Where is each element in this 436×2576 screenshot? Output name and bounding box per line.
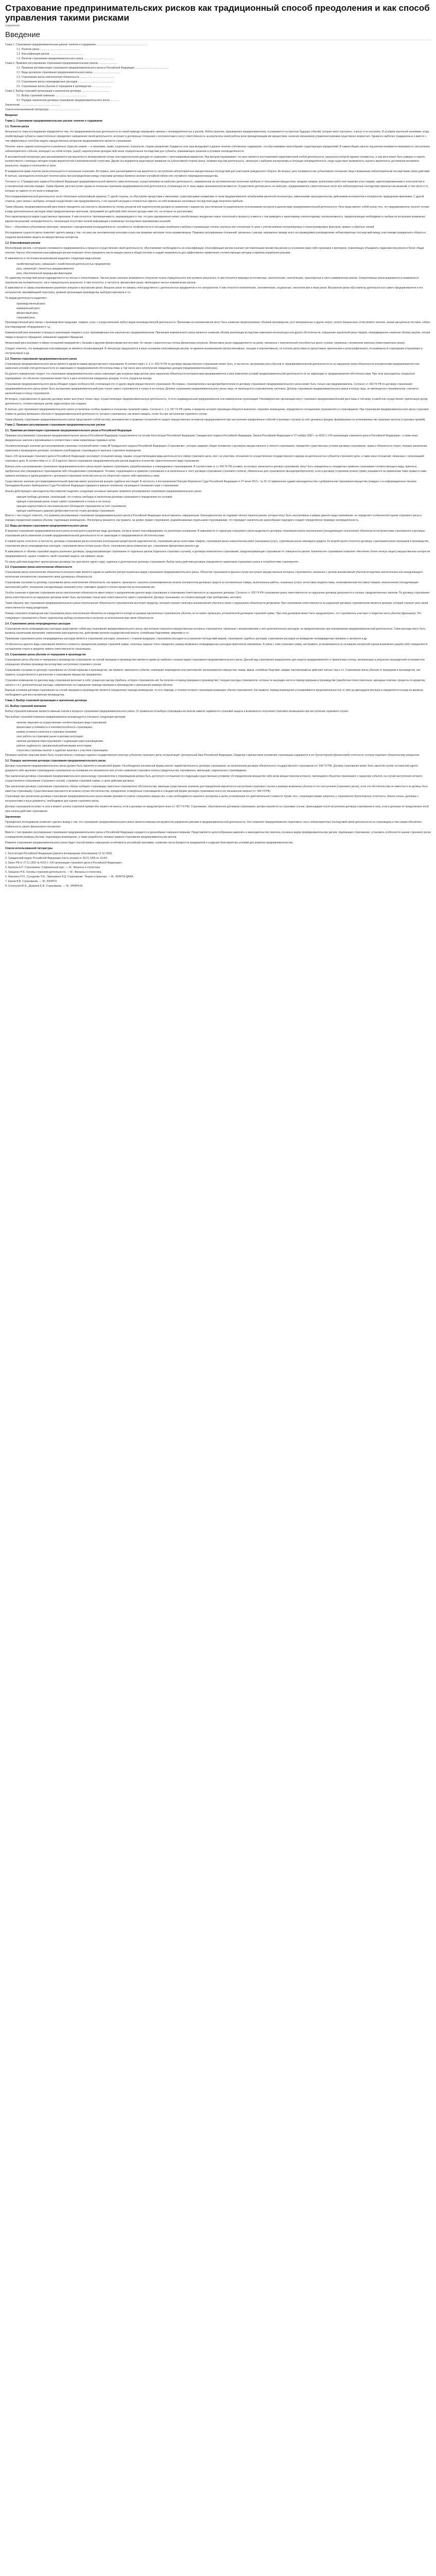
section-heading: Список использованной литературы (5, 846, 53, 850)
paragraph: По сроку действия выделяют краткосрочные договоры (на срок менее одного года), годичные и долгосрочные договоры страхования. Выбор срока действия договора определяется характером страхуемого риска и потребностями страхователя. (5, 560, 299, 564)
paragraph: Особое значение в практике страхования риска неисполнения обязательств имеет вопрос о разграничении данного вида страхования и страхования ответственности за нарушение договора. Согласно ст. 932 ГК РФ страхование риска ответственности за нарушение договора допускается в случаях, предусмотренных законом. По договору страхования риска ответственности за нарушение договора может быть застрахован только риск ответственности самого страхователя. Договор страхования, не соответствующий этим требованиям, ничтожен. (5, 591, 430, 599)
paragraph: Страхование предпринимательского риска обладает рядом особенностей, отличающих его от других видов имущественного страхования. Во-первых, страхователем и выгодоприобретателем по договору страхования предпринимательского риска может быть только сам предприниматель. Согласно ст. 933 ГК РФ по договору страхования предпринимательского риска может быть застрахован предпринимательский риск только самого страхователя и только в его пользу. Договор страхования предпринимательского риска лица, не являющегося страхователем, ничтожен. Договор страхования предпринимательского риска в пользу лица, не являющегося страхователем, считается заключённым в пользу страхователя. (5, 383, 419, 395)
paragraph: Страхование риска убытков от перерывов в производстве (страхование на случай перерыва в производстве) является одним из наиболее сложных видов страхования предпринимательского риска. Данный вид страхования предназначен для защиты предпринимателя от финансовых потерь, возникающих в результате вынужденной остановки или сокращения объёмов производства вследствие наступления страхового случая. (5, 658, 425, 666)
text-line: страховой риск. (16, 316, 36, 320)
paragraph: Закон «Об организации страхового дела в Российской Федерации» регулирует отношения между лицами, осуществляющими виды деятельности в сфере страхового дела, или с их участием, отношения по осуществлению государственного надзора за деятельностью субъектов страхового дела, а также иные отношения, связанные с организацией страхового дела. В соответствии со ст. 32.9 данного Закона страхование предпринимательских рисков выделено в качестве самостоятельного вида страхования. (5, 455, 425, 463)
text-line: коммерческий риск; (16, 307, 41, 311)
paragraph: Из данного определения следует, что страхование предпринимательского риска охватывает два основных вида рисков: риск нарушения обязательств контрагентами предпринимателя и риск изменения условий предпринимательской деятельности по не зависящим от предпринимателя обстоятельствам. При этом законодатель специально подчёркивает, что объектом страхования может быть и риск неполучения ожидаемых доходов, то есть упущенная выгода. (5, 372, 415, 381)
text-line: Глава 1. Страхование предпринимательских рисков: понятие и содержание........................................................................ (5, 43, 148, 46)
text-line: 8. Сплетухов Ю.А., Дюжиков Е.Ф. Страхование. — М.: ИНФРА-М. (5, 884, 83, 888)
paragraph: Страховыми случаями по договору страхования на случай перерыва в производстве, как правило, признаются события, повлекшие повреждение или уничтожение застрахованного имущества: пожар, взрыв, стихийные бедствия, аварии, противоправные действия третьих лиц и т.п. Страхование риска убытков от перерывов в производстве, как правило, осуществляется в дополнение к страхованию имущества предприятия. (5, 668, 421, 676)
paragraph: Таким образом, при страховании предпринимательского риска неисполнения обязательств страхователем выступает кредитор, который страхует свой риск возникновения убытков в связи с нарушением обязательств должником. При страховании ответственности за нарушение договора страхователем является должник, который страхует риск своей ответственности перед кредитором. (5, 601, 428, 609)
text-line: 2.4. Страхование риска непредвиденных расходов ................................................... (16, 80, 115, 83)
text-line: риск, обусловленный природными факторами. (16, 272, 73, 275)
paragraph: В практике страхования предпринимательского риска используются различные виды договоров, которые можно классифицировать по различным основаниям. В зависимости от характера страхуемого риска выделяются договоры страхования риска неисполнения (ненадлежащего исполнения) обязательств контрагентами страхователя и договоры страхования риска изменения условий предпринимательской деятельности по не зависящим от предпринимателя обстоятельствам. (5, 530, 425, 537)
paragraph: В-третьих, для страхования предпринимательского риска установлены особые правила в отношении страховой суммы. Согласно п. 1 ст. 947 ГК РФ сумма, в пределах которой страховщик обязуется выплатить страховое возмещение, определяется соглашением страхователя со страховщиком. При страховании предпринимательского риска страховая сумма не должна превышать убытков от предпринимательской деятельности, которые страхователь, как можно ожидать, понёс бы при наступлении страхового случая. (5, 408, 429, 416)
paragraph: В зависимости от сферы возникновения различают внешние и внутренние риски. Внешние риски не связаны непосредственно с деятельностью предприятия и его контрагентов. К ним относятся политические, экономические, социальные, экологические и иные риски. Внутренние риски обусловлены деятельностью самого предпринимателя и его контрагентов: квалификацией персонала, уровнем организации производства, выбором партнёров и т.п. (5, 286, 423, 295)
paragraph: Важным условием договора страхования на случай перерыва в производстве является определение периода возмещения, то есть периода, в течение которого страховщик возмещает убытки страхователя. Как правило, период возмещения устанавливается продолжительностью от трёх до двенадцати месяцев и определяется исходя из времени, необходимого для восстановления производства. (5, 689, 424, 697)
text-line: принцип страхования риска только самого страхователя и только в его пользу; (16, 500, 111, 504)
text-line: финансовая устойчивость и платёжеспособность страховщика; (16, 726, 93, 730)
paragraph: Особенностью данного вида страхования является сложность определения размера страховой суммы, поскольку заранее точно определить размер возможных непредвиденных расходов практически невозможно. В связи с этим страховая сумма, как правило, устанавливается на основании экспертной оценки возможного ущерба либо определяется соглашением сторон в пределах лимита ответственности страховщика. (5, 643, 428, 651)
paragraph: Существенное значение для правоприменительной практики имеют разъяснения высших судебных инстанций. В частности, в постановлении Пленума Верховного Суда Российской Федерации от 27 июня 2013 г. № 20 «О применении судами законодательства о добровольном страховании имущества граждан» и в информационных письмах Президиума Высшего Арбитражного Суда Российской Федерации содержатся важные положения, касающиеся толкования норм о страховании. (5, 480, 417, 488)
text-line: Заключение ........................................................ (5, 104, 61, 107)
paragraph: Многообразие рисков, с которыми сталкивается предприниматель в процессе осуществления своей деятельности, обусловливает необходимость их классификации. Классификация рисков означает систематизацию множества рисков на основании каких-либо признаков и критериев, позволяющих объединить подмножества рисков в более общие понятия. Научно обоснованная классификация рисков позволяет чётко определить место каждого риска в общей системе и создаёт возможности для эффективного применения соответствующих методов и приёмов управления рисками. (5, 246, 425, 255)
paragraph: Размер страхового возмещения при страховании риска неисполнения обязательств определяется исходя из размера причинённых страхователю убытков, но не может превышать установленной договором страховой суммы. При этом договором может быть предусмотрено, что страхователь участвует в покрытии части убытков (франшиза). Это стимулирует страхователя к более тщательному выбору контрагентов и контролю за исполнением ими своих обязательств. (5, 612, 422, 620)
text-line: 1.1. Понятие риска ........................................................ (16, 48, 80, 51)
section-heading: 3.1. Выбор страховой компании (5, 705, 46, 708)
paragraph: Страхование риска непредвиденных расходов представляет собой вид страхования предпринимательского риска, при котором страхуются имущественные интересы страхователя, связанные с возникновением у него дополнительных расходов, не предусмотренных при планировании предпринимательской деятельности. Такие расходы могут быть вызваны различными причинами: изменением законодательства, действиями органов государственной власти, стихийными бедствиями, авариями и т.п. (5, 627, 426, 635)
paragraph: Проведённое исследование позволяет сделать вывод о том, что страхование предпринимательского риска является важным инструментом управления рисками в предпринимательской деятельности. Оно позволяет предпринимателю переложить часть неблагоприятных последствий своей деятельности на страховщика и тем самым обеспечить стабильность своего финансового положения. (5, 821, 422, 828)
section-heading: 2.2. Виды договоров страхования предпринимательского риска (5, 524, 88, 528)
text-line: наличие договоров перестрахования с надёжными перестраховщиками; (16, 740, 103, 743)
text-line: финансовый риск; (16, 312, 39, 315)
text-line: опыт работы на страховом рынке и деловая репутация; (16, 735, 83, 739)
text-line: 3. Закон РФ от 27.11.1992 № 4015-1 «Об организации страхового дела в Российской Федерации». (5, 861, 123, 865)
section-heading: Введение (5, 114, 18, 117)
text-line: производственный риск; (16, 302, 46, 306)
text-line: размер уставного капитала и страховых резервов; (16, 731, 77, 734)
section-heading: Глава 3. Выбор страховой организации и заключение договора (5, 699, 87, 703)
paragraph: Финансовый риск возникает в сфере отношений предприятия с банками и другими финансовыми институтами. Он связан с вероятностью потерь финансовых ресурсов. Финансовые риски подразделяются на риски, связанные с покупательной способностью денег, и риски, связанные с вложением капитала (инвестиционные риски). (5, 341, 406, 345)
paragraph: Вместе с тем следует отметить, что правовое регулирование страхования предпринимательского риска в Российской Федерации нельзя признать совершенным. Законодательство не содержит чёткого перечня рисков, которые могут быть застрахованы в рамках данного вида страхования, не определяет особенностей оценки страхового риска и порядка определения размера убытков, подлежащих возмещению. Эти вопросы решаются, как правило, на уровне правил страхования, разрабатываемых отдельными страховщиками, что порождает значительное разнообразие подходов и создаёт определённую правовую неопределённость. (5, 514, 422, 522)
paragraph: По видам деятельности выделяют: (5, 297, 47, 300)
text-line: 2.3. Страхование риска неисполнения обязательств ................................................ (16, 76, 114, 79)
intro-heading: Введение (5, 30, 40, 39)
text-line: статистика страховых выплат и судебная практика с участием страховщика. (16, 749, 109, 753)
paragraph: Коммерческий риск возникает в процессе реализации товаров и услуг, произведённых или закупленных предпринимателем. Причинами коммерческого риска являются снижение объёма реализации вследствие изменения конъюнктуры или других обстоятельств, повышение закупочной цены товаров, непредвиденное снижение объёма закупок, потери товара в процессе обращения, повышение издержек обращения. (5, 331, 430, 339)
text-line: наличие лицензии на осуществление соответствующего вида страхования; (16, 721, 107, 725)
document-body (5, 43, 431, 889)
paragraph: В зависимости от источника возникновения выделяют следующие виды рисков: (5, 257, 101, 260)
paragraph: Договор страхования предпринимательского риска должен быть заключён в письменной форме. Несоблюдение письменной формы влечёт недействительность договора страхования, за исключением договора обязательного государственного страхования (ст. 940 ГК РФ). Договор страхования может быть заключён путём составления одного документа либо вручения страховщиком страхователю на основании его письменного или устного заявления страхового полиса (свидетельства, сертификата, квитанции), подписанного страховщиком. (5, 765, 418, 772)
paragraph: Согласно ст. 2 Гражданского кодекса Российской Федерации предпринимательской является самостоятельная, осуществляемая на свой риск деятельность, направленная на систематическое получение прибыли от пользования имуществом, продажи товаров, выполнения работ или оказания услуг лицами, зарегистрированными в этом качестве в установленном законом порядке. Таким образом, риск выступает одним из легальных признаков предпринимательской деятельности, отличающих её от иных видов экономической активности. Осуществляя деятельность на свой риск, предприниматель самостоятельно несёт все неблагоприятные последствия принятых им решений, в том числе и те, которые не зависят от его воли и поведения. (5, 180, 429, 193)
paragraph: Страхование предпринимательского риска является одним из видов имущественного страхования. В соответствии с п. 2 ст. 929 ГК РФ по договору имущественного страхования может быть, в частности, застрахован риск убытков от предпринимательской деятельности из-за нарушения своих обязательств контрагентами предпринимателя или изменения условий этой деятельности по не зависящим от предпринимателя обстоятельствам, в том числе риск неполучения ожидаемых доходов (предпринимательский риск). (5, 362, 420, 370)
text-line: риск, связанный с личностью предпринимателя; (16, 267, 75, 270)
text-line: 4. Архипов А.П. Страхование. Современный курс. — М.: Финансы и статистика. (5, 866, 101, 869)
section-heading: Глава 1. Страхование предпринимательских рисков: понятие и содержание (5, 120, 103, 123)
section-heading: 2.1. Правовая регламентация страхования предпринимательского риска в Российской Федерации (5, 429, 132, 433)
paragraph: Договор страхования вступает в силу в момент уплаты страховой премии или первого её взноса, если в договоре не предусмотрено иное (ст. 957 ГК РФ). Страхование, обусловленное договором страхования, распространяется на страховые случаи, происшедшие после вступления договора страхования в силу, если в договоре не предусмотрен иной срок начала действия страхования. (5, 805, 429, 814)
paragraph: Важную роль в регулировании страхования предпринимательского риска играют правила страхования, разрабатываемые и утверждаемые страховщиками. В соответствии со ст. 943 ГК РФ условия, на которых заключается договор страхования, могут быть определены в стандартных правилах страхования соответствующего вида, принятых, одобренных или утверждённых страховщиком либо объединением страховщиков. Условия, содержащиеся в правилах страхования и не включённые в текст договора страхования (страхового полиса), обязательны для страхователя (выгодоприобретателя), если в договоре (страховом полисе) прямо указывается на применение таких правил и сами правила изложены в одном документе с договором (страховым полисом) или на его оборотной стороне либо приложены к нему. (5, 465, 427, 478)
text-line: Глава 3. Выбор страховой организации и заключение договора ....................................... (5, 90, 110, 93)
paragraph: При выборе страховой компании предпринимателю рекомендуется учитывать следующие критерии: (5, 716, 126, 719)
section-heading: 1.3. Понятие страхования предпринимательского риска (5, 357, 77, 361)
paragraph: Развитие страхования предпринимательского риска будет способствовать повышению устойчивости российской экономики, снижению числа банкротств предприятий и созданию благоприятных условий для развития предпринимательства. (5, 841, 293, 844)
text-line: 3.2. Порядок заключения договора страхования предпринимательского риска ............. (16, 99, 120, 102)
paragraph: Актуальность темы исследования определяется тем, что предпринимательская деятельность по своей природе неразрывно связана с неопределённостью и риском. Любое решение, принимаемое предпринимателем, основывается на прогнозе будущих событий, которые могут наступить, а могут и не наступить. В условиях рыночной экономики, когда хозяйствующие субъекты самостоятельно определяют направления своей деятельности, вступают в договорные отношения с контрагентами и несут ответственность за результаты своей работы всем принадлежащим им имуществом, значение механизмов управления рисками существенно возрастает. Одним из наиболее традиционных и вместе с тем эффективных способов защиты имущественных интересов предпринимателя является страхование. (5, 130, 429, 143)
paragraph: Правовое регулирование страхования предпринимательского риска в Российской Федерации осуществляется на основе Конституции Российской Федерации, Гражданского кодекса Российской Федерации, Закона Российской Федерации от 27 ноября 1992 г. № 4015-1 «Об организации страхового дела в Российской Федерации», а также иных федеральных законов и принимаемых в соответствии с ними нормативных правовых актов. (5, 434, 418, 443)
text-line: принцип наибольшего доверия (добросовестности) сторон договора страхования. (16, 510, 115, 513)
section-heading: 3.2. Порядок заключения договора страхования предпринимательского риска (5, 759, 106, 762)
paragraph: При заключении договора страхования страхователь обязан сообщить страховщику известные страхователю обстоятельства, имеющие существенное значение для определения вероятности наступления страхового случая и размера возможных убытков от его наступления (страхового риска), если эти обстоятельства не известны и не должны быть известны страховщику. Существенными признаются во всяком случае обстоятельства, определённо оговорённые страховщиком в стандартной форме договора страхования или в его письменном запросе (ст. 944 ГК РФ). (5, 785, 428, 793)
paragraph: В зависимости от объёма страховой защиты различают договоры, предусматривающие страхование от отдельных рисков (отдельных страховых случаев), и договоры комплексного страхования, предусматривающие страхование от совокупности рисков. Комплексное страхование позволяет обеспечить более полную защиту имущественных интересов предпринимателя, однако стоимость такой страховой защиты, как правило, выше. (5, 550, 430, 558)
section-heading: 1.2. Классификация рисков (5, 241, 41, 245)
section-heading: Глава 2. Правовое регулирование страхования предпринимательских рисков (5, 423, 106, 427)
paragraph: Риск предпринимательской деятельности носит объективно-субъективный характер. С одной стороны, он обусловлен процессами и явлениями, существующими независимо от воли предпринимателя: колебаниями рыночной конъюнктуры, изменениями законодательства, действиями контрагентов и конкурентов, природными явлениями. С другой стороны, риск связан с выбором, который осуществляет сам предприниматель, с его оценкой ситуации и готовностью принять на себя возможные негативные последствия ради получения прибыли. (5, 195, 424, 203)
paragraph: Основополагающее значение для регулирования страховых отношений имеет глава 48 Гражданского кодекса Российской Федерации «Страхование», которая содержит общие положения о договорах имущественного и личного страхования, определяет существенные условия договора страхования, права и обязанности сторон, порядок заключения, изменения и прекращения договора, основания освобождения страховщика от выплаты страхового возмещения. (5, 445, 428, 453)
section-heading: 2.5. Страхование риска убытков от перерывов в производстве (5, 653, 86, 657)
paragraph: При заключении договора страхования предпринимательского риска между страхователем и страховщиком должно быть достигнуто соглашение по следующим существенным условиям: об определённом имуществе либо ином имущественном интересе, являющемся объектом страхования; о характере события, на случай наступления которого осуществляется страхование (страхового случая); о размере страховой суммы; о сроке действия договора. (5, 774, 423, 783)
paragraph: К первой группе относятся, в частности, договоры страхования риска неплатежа (непогашения кредиторской задолженности), страхования риска непоставки товаров, страхования риска невыполнения работ (неоказания услуг), страхования риска невозврата кредита. Ко второй группе относятся договоры страхования риска перерывов в производстве, страхования риска непредвиденных расходов, страхования риска потери рынка сбыта, страхования риска изменения цен, страхования финансовых рисков и др. (5, 539, 429, 548)
paragraph: Следует отметить, что приведённая классификация не является исчерпывающей. В литературе предлагаются и иные основания классификации рисков: по времени возникновения (ретроспективные, текущие и перспективные), по степени допустимости (допустимые, критические и катастрофические), по возможности страхования (страхуемые и нестрахуемые) и др. (5, 347, 423, 355)
text-line: 2.2. Виды договоров страхования предпринимательского риска ...................................... (16, 71, 120, 74)
text-line: 6. Никулина Н.Н., Суходоева Л.Ф., Эриашвили Н.Д. Страхование. Теория и практика. — М.: ЮНИТИ-ДАНА. (5, 875, 134, 878)
text-line: 2.5. Страхование риска убытков от перерывов в производстве ........................... (16, 85, 112, 88)
document-page (0, 0, 436, 889)
paragraph: Страховое возмещение по данному виду страхования включает в себя: упущенную выгоду (прибыль, которую страхователь мог бы получить в период перерыва в производстве); текущие расходы страхователя, которые он вынужден нести в период перерыва в производстве (заработная плата персонала, арендные платежи, проценты по кредитам, налоги и т.п.); дополнительные расходы, направленные на сокращение периода перерыва в производстве и уменьшение размера убытков. (5, 679, 426, 687)
paragraph: Страхование риска неисполнения обязательств контрагентами является одним из наиболее распространённых видов страхования предпринимательского риска. Объектом страхования в данном случае выступают имущественные интересы страхователя, связанные с риском возникновения убытков вследствие неисполнения или ненадлежащего исполнения контрагентом страхователя своих договорных обязательств. (5, 571, 423, 579)
paragraph: Вместе с тем правовое регулирование страхования предпринимательского риска в Российской Федерации нуждается в дальнейшем совершенствовании. Представляется целесообразным закрепить в законодательстве перечень основных видов предпринимательских рисков, подлежащих страхованию, установить особенности оценки страхового риска и определения размера убытков, подлежащих возмещению, а также разработать типовые правила страхования предпринимательских рисков. (5, 831, 431, 839)
text-line: 3.1. Выбор страховой компании ............................................ (16, 94, 87, 97)
paragraph: Анализ действующего законодательства позволяет выделить следующие основные принципы правового регулирования страхования предпринимательского риска: (5, 490, 202, 494)
paragraph: Производственный риск связан с производством продукции, товаров, услуг, с осуществлением любых видов производственной деятельности. Причинами его возникновения могут быть снижение предполагаемых объёмов производства, рост материальных и других затрат, уплата повышенных отчислений и налогов, низкая дисциплина поставок, гибель или повреждение оборудования и т.д. (5, 321, 430, 329)
paragraph: По характеру последствий риски подразделяются на чистые и спекулятивные. Чистые риски означают возможность получения только отрицательного или нулевого результата. К ним относятся природно-естественные, экологические, политические, транспортные и часть коммерческих рисков. Спекулятивные риски выражаются в возможности получения как положительного, так и отрицательного результата. К ним относятся, в частности, финансовые риски, являющиеся частью коммерческих рисков. (5, 276, 419, 284)
paragraph: В экономической литературе риск рассматривается как вероятность возникновения потерь или недополучения доходов по сравнению с прогнозируемым вариантом. Ряд авторов подчёркивает, что риск является неотъемлемой характеристикой любой деятельности, результаты которой заранее неизвестны, а сам риск может быть измерен и оценён количественно с помощью методов теории вероятностей и математической статистики. Другие исследователи акцентируют внимание на субъективной стороне риска, понимая под ним деятельность, связанную с выбором альтернативы в ситуации неопределённости, когда существует возможность оценить вероятность достижения желаемого результата, неудачи и отклонения от цели. (5, 155, 425, 168)
text-line: Глава 2. Правовое регулирование страхования предпринимательских рисков ........................... (5, 62, 118, 65)
paragraph: Понятие «риск» широко используется в различных отраслях знания — в экономике, праве, социологии, психологии, теории управления. Каждая из этих наук вкладывает в данное понятие собственное содержание, что обусловливает многообразие существующих определений. В самом общем смысле под риском понимается возможность наступления неблагоприятного события, влекущего за собой потери, ущерб, недополучение доходов либо иные отрицательные последствия для субъекта, принимающего решение в условиях неопределённости. (5, 145, 430, 153)
paragraph: Риск характеризуется рядом существенных признаков. К ним относятся: противоречивость, выражающаяся в том, что риск одновременно может способствовать внедрению новых технологий и прогрессу и вместе с тем приводить к авантюризму и волюнтаризму; альтернативность, предполагающая необходимость выбора из нескольких возможных вариантов решений; неопределённость, означающая отсутствие полной информации о возможных последствиях принимаемых решений. (5, 215, 425, 224)
text-line: принцип недопустимости неосновательного обогащения страхователя за счёт страхования; (16, 505, 127, 509)
paragraph: Риск — объективно-субъективная категория, связанная с преодолением неопределённости, случайности, конфликтности в ситуации неизбежного выбора и отражающая степень неуспеха или отклонения от цели с учётом влияния контролируемых и неконтролируемых факторов, прямых и обратных связей. (5, 226, 375, 229)
section-heading: 2.3. Страхование риска неисполнения обязательств (5, 566, 72, 569)
paragraph: Страховщик при заключении договора страхования предпринимательского риска вправе произвести осмотр страхуемого имущества, а при необходимости назначить экспертизу в целях установления его действительной стоимости. Кроме того, страховщик вправе запросить у страхователя бухгалтерскую отчётность, бизнес-планы, договоры с контрагентами и иные документы, необходимые для оценки страхового риска. (5, 795, 419, 803)
section-heading: 1.1. Понятие риска (5, 125, 29, 128)
paragraph: Во-вторых, страхователем по данному договору может выступать только лицо, осуществляющее предпринимательскую деятельность, то есть индивидуальный предприниматель или коммерческая организация. Некоммерческие организации могут страховать предпринимательский риск лишь в той мере, в какой они осуществляют приносящую доход деятельность, соответствующую целям, ради которых они созданы. (5, 397, 428, 405)
paragraph: В гражданском праве понятие риска используется в нескольких значениях. Во-первых, риск рассматривается как вероятность наступления неблагоприятных имущественных последствий для участников гражданского оборота. Во-вторых, риск понимается как субъективное отношение лица к возможным неблагоприятным последствиям своих действий. В-третьих, законодатель использует понятие риска при распределении между сторонами договора бремени несения случайной гибели или случайного повреждения имущества. (5, 170, 430, 178)
paragraph: Страховыми случаями по договору страхования риска неисполнения обязательств, как правило, признаются: неуплата (несвоевременная уплата) контрагентом денежных средств за поставленные товары, выполненные работы, оказанные услуги; непоставка (недопоставка, несвоевременная поставка) товаров; невыполнение (ненадлежащее выполнение) работ; неоказание (ненадлежащее оказание) услуг; невозврат кредита и уплаты процентов за пользование им. (5, 581, 419, 589)
paragraph: Примерами страхования риска непредвиденных расходов являются страхование расходов, связанных с отзывом продукции, страхование расходов на устранение последствий аварий, страхование судебных расходов, страхование расходов на проведение непредвиденных проверок и экспертиз и др. (5, 637, 368, 641)
text-line: 1.2. Классификация рисков ............................................... (16, 53, 84, 56)
text-line: 2. Гражданский кодекс Российской Федерации (часть вторая) от 26.01.1996 № 14-ФЗ. (5, 856, 108, 860)
text-line: 5. Грищенко Н.Б. Основы страховой деятельности. — М.: Финансы и статистика. (5, 870, 102, 874)
paragraph: Выбор страховой компании является важным этапом в процессе страхования предпринимательского риска. От правильности выбора страховщика во многом зависит надёжность страховой защиты и возможность получения страхового возмещения при наступлении страхового случая. (5, 710, 349, 714)
document-title: Страхование предпринимательских рисков как традиционный способ преодоления и как способ управления такими рисками (5, 3, 430, 23)
text-line: принцип свободы договора, означающий, что стороны свободны в заключении договора страхования и определении его условий; (16, 496, 173, 499)
text-line: Список использованной литературы ........................................... (5, 108, 80, 111)
text-line: рейтинг надёжности, присвоенный рейтинговыми агентствами; (16, 744, 92, 748)
paragraph: Таким образом, страхование предпринимательского риска представляет собой систему экономических и правовых отношений по защите имущественных интересов предпринимателя при наступлении определённых событий (страховых случаев) за счёт денежных фондов, формируемых из уплачиваемых им страховых взносов (страховых премий). (5, 418, 426, 421)
text-line: 1.3. Понятие страхования предпринимательского риска ........................................... (16, 57, 115, 60)
text-line: 7. Шахов В.В. Страхование. — М.: ЮНИТИ. (5, 879, 58, 883)
text-line: 2.1. Правовая регламентация страхования предпринимательского риска в Российской Федерации ............................................... (16, 66, 169, 70)
section-heading: Заключение (5, 816, 21, 819)
document-subtitle: содержание (5, 24, 20, 27)
section-heading: 2.4. Страхование риска непредвиденных расходов (5, 622, 71, 625)
text-line: 1. Конституция Российской Федерации (принята всенародным голосованием 12.12.1993). (5, 852, 113, 855)
text-line: хозяйственный риск, связанный с хозяйственной деятельностью предприятия; (16, 262, 111, 266)
paragraph: Таким образом, предпринимательский риск можно определить как опасность (возможность) потерь ресурсов или недополучения доходов по сравнению с вариантом, рассчитанным на рациональное использование ресурсов в данном виде предпринимательской деятельности. Риск представляет собой угрозу того, что предприниматель понесёт потери в виде дополнительных расходов сверх предусмотренных прогнозом, программой его действий либо получит доходы ниже тех, на которые он рассчитывал. (5, 205, 429, 213)
paragraph: Исследование сущности риска позволяет сделать вывод о том, что риск как экономическая категория и риск как правовая категория тесно взаимосвязаны. Правовое регулирование отношений, связанных с риском, направлено прежде всего на справедливое распределение неблагоприятных последствий между участниками гражданского оборота и создание механизмов защиты их имущественных интересов. (5, 231, 426, 240)
paragraph: Проверка наличия лицензии может быть осуществлена с помощью единого государственного реестра субъектов страхового дела, который ведёт Центральный банк Российской Федерации. Сведения о финансовом положении страховщика содержатся в его бухгалтерской (финансовой) отчётности, которая подлежит обязательному раскрытию. (5, 754, 420, 757)
